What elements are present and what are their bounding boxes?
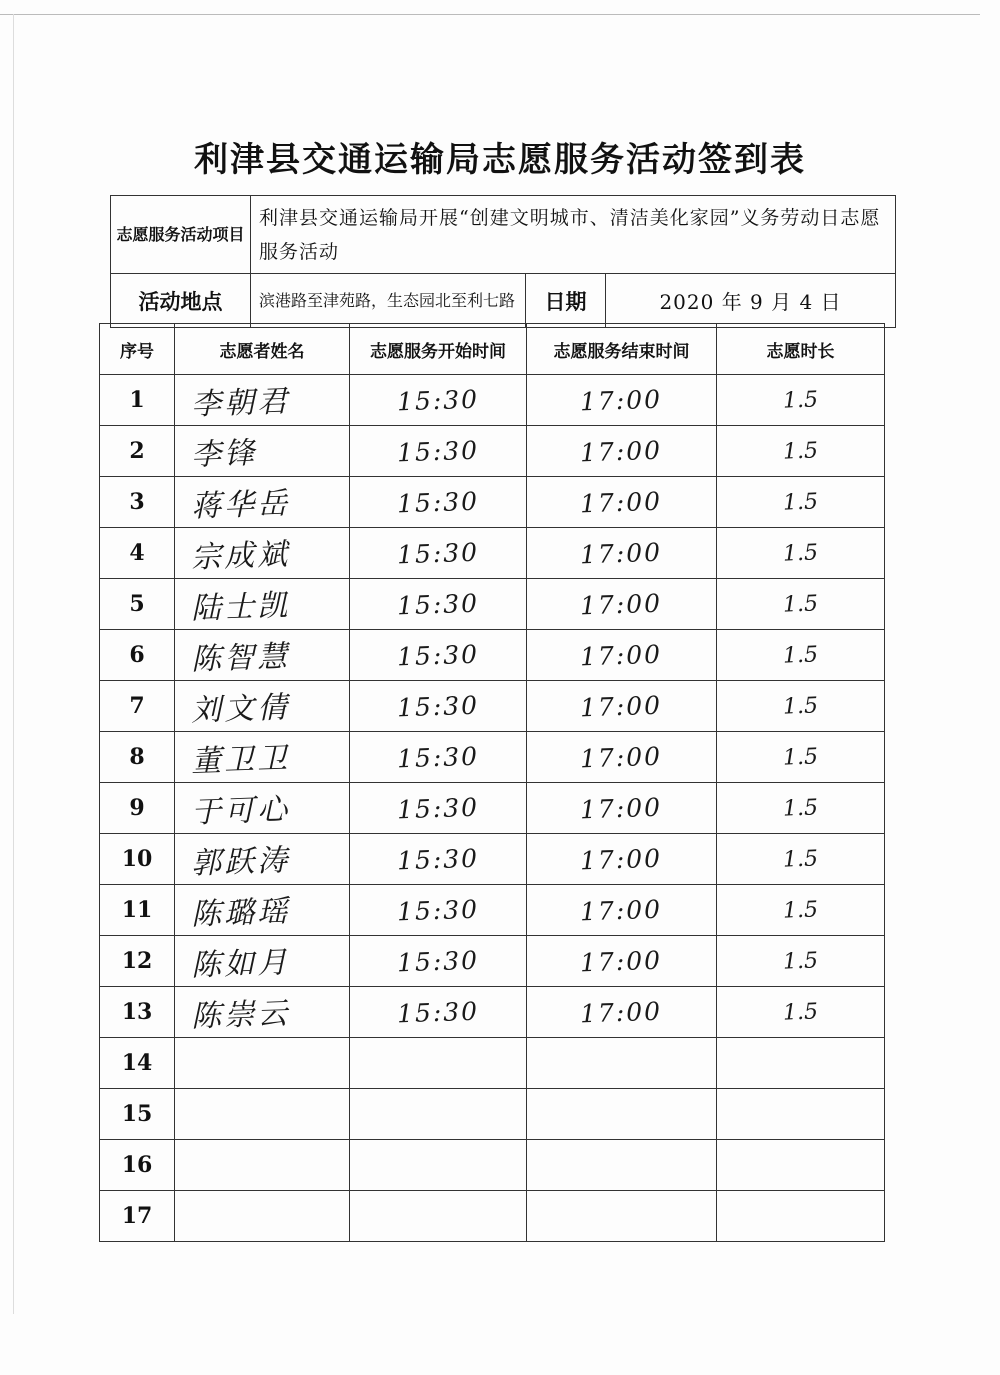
end-time: 17:00 [579,486,663,518]
end-time: 17:00 [579,435,663,467]
table-row [100,528,885,579]
row-seq: 5 [100,579,175,630]
row-seq: 4 [100,528,175,579]
table-row [100,783,885,834]
header-duration: 志愿时长 [717,324,885,375]
start-time: 15:30 [396,690,480,722]
end-time: 17:00 [579,792,663,824]
row-seq: 3 [100,477,175,528]
table-row [100,375,885,426]
table-row [100,732,885,783]
volunteer-signature: 董卫卫 [190,741,291,780]
location-label: 活动地点 [111,274,251,328]
row-seq: 7 [100,681,175,732]
table-row [100,681,885,732]
row-seq: 15 [100,1089,175,1140]
row-seq: 10 [100,834,175,885]
header-end: 志愿服务结束时间 [527,324,717,375]
table-row [100,936,885,987]
table-header-row [100,324,885,375]
table-row [100,834,885,885]
row-seq: 17 [100,1191,175,1242]
signin-table [99,323,885,1242]
volunteer-signature: 刘文倩 [190,690,291,729]
volunteer-signature: 李朝君 [190,384,291,423]
page-title: 利津县交通运输局志愿服务活动签到表 [194,140,806,180]
duration: 1.5 [782,896,819,924]
header-name: 志愿者姓名 [175,324,350,375]
volunteer-signature: 李锋 [190,435,258,473]
duration: 1.5 [782,743,819,771]
duration: 1.5 [782,692,819,720]
volunteer-signature: 陈璐瑶 [190,894,291,933]
end-time: 17:00 [579,843,663,875]
duration: 1.5 [782,794,819,822]
row-seq: 2 [100,426,175,477]
start-time: 15:30 [396,537,480,569]
row-seq: 14 [100,1038,175,1089]
table-row [100,1038,885,1089]
volunteer-signature: 蒋华岳 [190,486,291,525]
table-row [100,885,885,936]
start-time: 15:30 [396,435,480,467]
duration: 1.5 [782,845,819,873]
start-time: 15:30 [396,996,480,1028]
activity-info-table [110,195,896,328]
end-time: 17:00 [579,537,663,569]
date-value: 2020 年 9 月 4 日 [606,274,896,328]
duration: 1.5 [782,437,819,465]
start-time: 15:30 [396,843,480,875]
location-value: 滨港路至津苑路，生态园北至利七路 [251,274,526,328]
row-seq: 16 [100,1140,175,1191]
start-time: 15:30 [396,639,480,671]
row-seq: 8 [100,732,175,783]
header-start: 志愿服务开始时间 [350,324,527,375]
volunteer-signature: 郭跃涛 [190,843,291,882]
duration: 1.5 [782,947,819,975]
scan-edge-top [0,14,980,15]
end-time: 17:00 [579,384,663,416]
duration: 1.5 [782,386,819,414]
start-time: 15:30 [396,588,480,620]
row-seq: 6 [100,630,175,681]
volunteer-signature: 于可心 [190,792,291,831]
start-time: 15:30 [396,741,480,773]
table-row [100,477,885,528]
end-time: 17:00 [579,588,663,620]
start-time: 15:30 [396,894,480,926]
row-seq: 9 [100,783,175,834]
row-seq: 11 [100,885,175,936]
table-row [100,987,885,1038]
duration: 1.5 [782,488,819,516]
date-label: 日期 [526,274,606,328]
table-row [100,1140,885,1191]
volunteer-signature: 陈智慧 [190,639,291,678]
duration: 1.5 [782,998,819,1026]
end-time: 17:00 [579,894,663,926]
volunteer-signature: 陈如月 [190,945,291,984]
header-seq: 序号 [100,324,175,375]
project-label: 志愿服务活动项目 [111,196,251,274]
duration: 1.5 [782,590,819,618]
volunteer-signature: 陆士凯 [190,588,291,627]
table-row [100,579,885,630]
end-time: 17:00 [579,741,663,773]
end-time: 17:00 [579,639,663,671]
volunteer-signature: 陈崇云 [190,996,291,1035]
end-time: 17:00 [579,690,663,722]
start-time: 15:30 [396,945,480,977]
end-time: 17:00 [579,945,663,977]
table-row [100,630,885,681]
row-seq: 13 [100,987,175,1038]
table-row [100,1191,885,1242]
volunteer-signature: 宗成斌 [190,537,291,576]
duration: 1.5 [782,641,819,669]
end-time: 17:00 [579,996,663,1028]
table-row [100,426,885,477]
duration: 1.5 [782,539,819,567]
row-seq: 12 [100,936,175,987]
row-seq: 1 [100,375,175,426]
table-row [100,1089,885,1140]
scan-edge-left [13,14,14,1314]
start-time: 15:30 [396,486,480,518]
project-value: 利津县交通运输局开展“创建文明城市、清洁美化家园”义务劳动日志愿服务活动 [251,196,896,274]
start-time: 15:30 [396,384,480,416]
start-time: 15:30 [396,792,480,824]
